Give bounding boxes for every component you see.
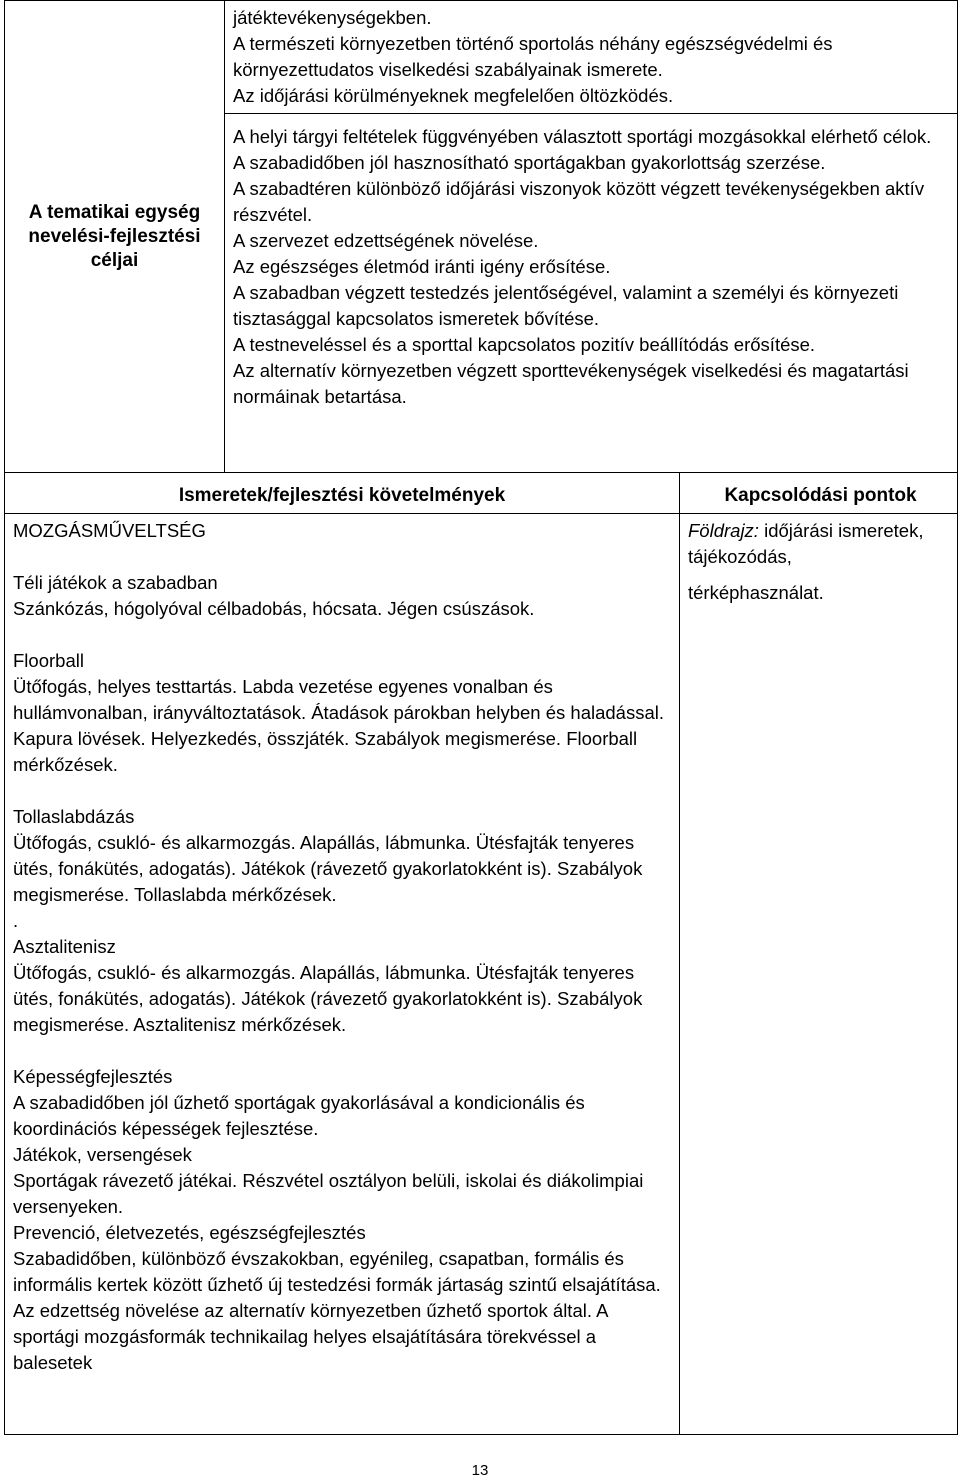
previous-line: Az időjárási körülményeknek megfelelően öltözködés.	[233, 85, 674, 106]
goal-item: A szabadban végzett testedzés jelentőségével, valamint a személyi és környezeti tisztasággal kapcsolatos ismeretek bővítése.	[233, 282, 899, 329]
goals-list-cell	[225, 114, 958, 473]
badminton-text: Ütőfogás, csukló- és alkarmozgás. Alapállás, lábmunka. Ütésfajták tenyeres ütés, fonákütés, adogatás). Játékok (rávezető gyakorlatokként is). Szabályok megismerése. Tollaslabda mérkőzések.	[13, 832, 643, 905]
previous-text-cell	[225, 1, 958, 114]
goals-row	[5, 1, 958, 114]
goal-item: A testneveléssel és a sporttal kapcsolatos pozitív beállítódás erősítése.	[233, 334, 816, 355]
goals-label: A tematikai egység nevelési-fejlesztési céljai	[28, 201, 201, 271]
knowledge-header: Ismeretek/fejlesztési követelmények	[5, 473, 680, 514]
winter-text: Szánkózás, hógolyóval célbadobás, hócsata. Jégen csúszások.	[13, 598, 535, 619]
previous-line: A természeti környezetben történő sportolás néhány egészségvédelmi és környezettudatos viselkedési szabályainak ismerete.	[233, 33, 833, 80]
badminton-title: Tollaslabdázás	[13, 806, 135, 827]
goal-item: A szervezet edzettségének növelése.	[233, 230, 539, 251]
connection-text: időjárási ismeretek, tájékozódás,	[688, 520, 924, 567]
connections-content-cell	[680, 514, 958, 1435]
goal-item: A helyi tárgyi feltételek függvényében választott sportági mozgásokkal elérhető célok.	[233, 126, 932, 147]
tabletennis-title: Asztalitenisz	[13, 936, 116, 957]
separator-dot: .	[13, 910, 19, 931]
goals-label-cell	[5, 1, 225, 473]
floorball-text: Ütőfogás, helyes testtartás. Labda vezetése egyenes vonalban és hullámvonalban, irányváltoztatások. Átadások párokban helyben és haladással. Kapura lövések. Helyezkedés, összjáték. Szabályok megismerése. Floorball mérkőzések.	[13, 676, 664, 775]
skills-text: A szabadidőben jól űzhető sportágak gyakorlásával a kondicionális és koordinációs képességek fejlesztése.	[13, 1092, 585, 1139]
skills-title: Képességfejlesztés	[13, 1066, 173, 1087]
connection-item	[688, 518, 949, 570]
floorball-title: Floorball	[13, 650, 84, 671]
games-title: Játékok, versengések	[13, 1144, 192, 1165]
connections-header: Kapcsolódási pontok	[680, 473, 958, 514]
goal-item: A szabadidőben jól hasznosítható sportágakban gyakorlottság szerzése.	[233, 152, 826, 173]
prevention-text: Szabadidőben, különböző évszakokban, egyénileg, csapatban, formális és informális kertek között űzhető új testedzési formák jártaság szintű elsajátítása. Az edzettség növelése az alternatív környezetben űzhető sportok által. A sportági mozgásformák technikailag helyes elsajátítására törekvéssel a balesetek	[13, 1248, 661, 1373]
page-number: 13	[471, 1462, 489, 1479]
content-row	[5, 514, 958, 1435]
tabletennis-text: Ütőfogás, csukló- és alkarmozgás. Alapállás, lábmunka. Ütésfajták tenyeres ütés, fonákütés, adogatás). Játékok (rávezető gyakorlatokként is). Szabályok megismerése. Asztalitenisz mérkőzések.	[13, 962, 643, 1035]
games-text: Sportágak rávezető játékai. Részvétel osztályon belüli, iskolai és diákolimpiai versenyeken.	[13, 1170, 644, 1217]
curriculum-table	[4, 0, 958, 1435]
goal-item: A szabadtéren különböző időjárási viszonyok között végzett tevékenységekben aktív részvétel.	[233, 178, 925, 225]
connection-text-2: térképhasználat.	[688, 582, 824, 603]
connection-subject: Földrajz:	[688, 520, 759, 541]
previous-line: játéktevékenységekben.	[233, 7, 432, 28]
winter-title: Téli játékok a szabadban	[13, 572, 218, 593]
goal-item: Az egészséges életmód iránti igény erősítése.	[233, 256, 611, 277]
header-row	[5, 473, 958, 514]
goal-item: Az alternatív környezetben végzett sporttevékenységek viselkedési és magatartási normáinak betartása.	[233, 360, 909, 407]
section-title: MOZGÁSMŰVELTSÉG	[13, 520, 206, 541]
prevention-title: Prevenció, életvezetés, egészségfejlesztés	[13, 1222, 366, 1243]
knowledge-content-cell	[5, 514, 680, 1435]
